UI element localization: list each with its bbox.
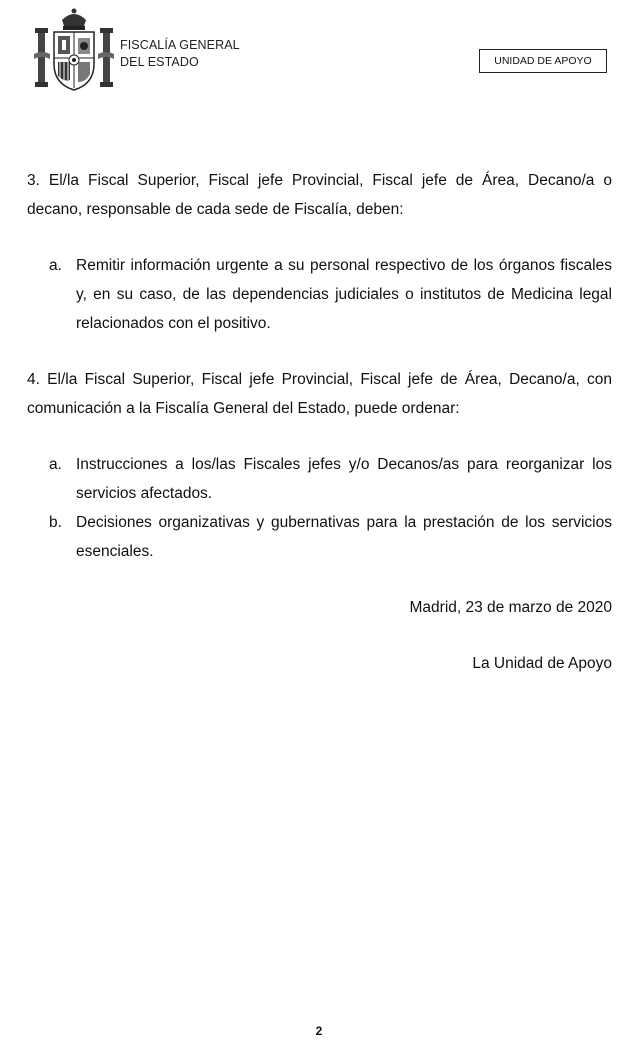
list-item (27, 450, 612, 508)
unit-label-box: UNIDAD DE APOYO (479, 49, 607, 73)
signoff (27, 593, 612, 678)
document-header (0, 0, 638, 110)
document-body (27, 166, 612, 705)
list-4 (27, 450, 612, 566)
list-marker: a. (49, 257, 62, 274)
signature: La Unidad de Apoyo (472, 655, 612, 672)
paragraph-3: 3. El/la Fiscal Superior, Fiscal jefe Provincial, Fiscal jefe de Área, Decano/a o decano, responsable de cada sede de Fiscalía, deben: (27, 172, 612, 218)
list-item-text: Instrucciones a los/las Fiscales jefes y/o Decanos/as para reorganizar los servicios afectados. (76, 456, 612, 502)
list-marker: a. (49, 456, 62, 473)
org-line-1: FISCALÍA GENERAL (120, 38, 240, 52)
list-item-text: Remitir información urgente a su personal respectivo de los órganos fiscales y, en su caso, de las dependencias judiciales o institutos de Medicina legal relacionados con el positivo. (76, 257, 612, 332)
list-item (27, 508, 612, 566)
list-item-text: Decisiones organizativas y gubernativas para la prestación de los servicios esenciales. (76, 514, 612, 560)
coat-of-arms-icon (32, 6, 116, 92)
org-line-2: DEL ESTADO (120, 55, 199, 69)
paragraph-4: 4. El/la Fiscal Superior, Fiscal jefe Provincial, Fiscal jefe de Área, Decano/a, con comunicación a la Fiscalía General del Estado, puede ordenar: (27, 371, 612, 417)
list-item (27, 251, 612, 338)
document-date: Madrid, 23 de marzo de 2020 (409, 599, 612, 616)
list-3 (27, 251, 612, 338)
organization-name (120, 37, 240, 71)
page-number: 2 (315, 1024, 323, 1038)
list-marker: b. (49, 514, 62, 531)
